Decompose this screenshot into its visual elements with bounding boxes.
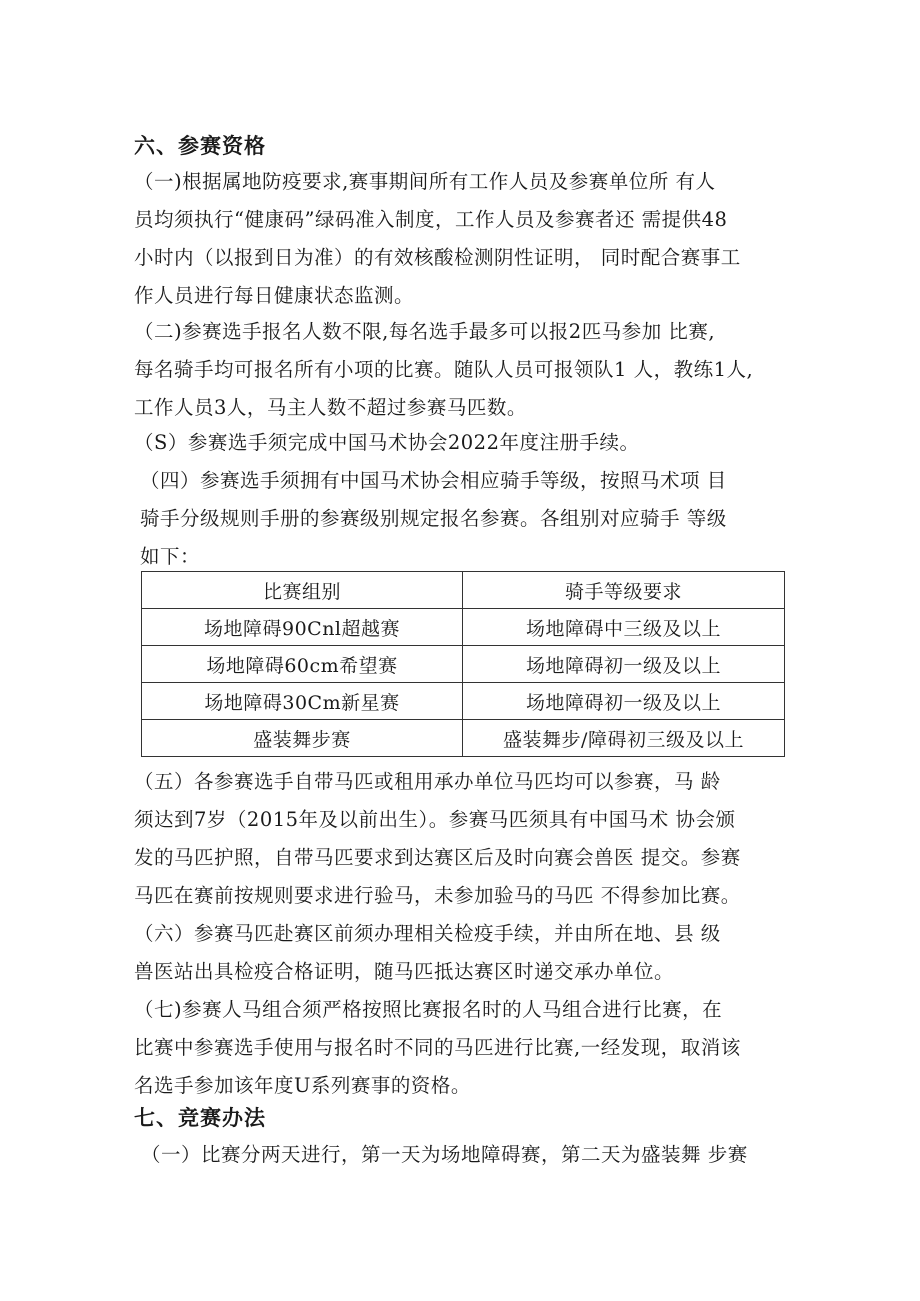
table-cell: 场地障碍60cm希望赛: [142, 646, 463, 683]
table-row: [142, 646, 785, 683]
text-line: 名选手参加该年度U系列赛事的资格。: [134, 1074, 471, 1097]
text-line: （一)根据属地防疫要求,赛事期间所有工作人员及参赛单位所 有人: [134, 170, 716, 193]
table-cell: 场地障碍30Cm新星赛: [142, 683, 463, 720]
paragraph-competition-1: [141, 1136, 748, 1174]
paragraph-eligibility-3: [134, 424, 640, 462]
text-line: 发的马匹护照，自带马匹要求到达赛区后及时向赛会兽医 提交。参赛: [134, 846, 741, 869]
table-cell: 场地障碍初一级及以上: [463, 646, 785, 683]
text-line: （二)参赛选手报名人数不限,每名选手最多可以报2匹马参加 比赛,: [134, 320, 716, 343]
text-line: （四）参赛选手须拥有中国马术协会相应骑手等级，按照马术项 目: [140, 469, 727, 492]
text-line: （六）参赛马匹赴赛区前须办理相关检疫手续，并由所在地、县 级: [134, 922, 721, 945]
table-row: [142, 720, 785, 757]
text-line: 作人员进行每日健康状态监测。: [134, 284, 415, 307]
table-cell: 盛装舞步赛: [142, 720, 463, 757]
text-line: 比赛中参赛选手使用与报名时不同的马匹进行比赛,一经发现，取消该: [134, 1036, 741, 1059]
table-cell: 盛装舞步/障碍初三级及以上: [463, 720, 785, 757]
table-row: [142, 609, 785, 646]
table-row: [142, 683, 785, 720]
section-6-heading: 六、参赛资格: [134, 133, 266, 158]
paragraph-eligibility-6: [134, 915, 721, 991]
table-cell: 场地障碍中三级及以上: [463, 609, 785, 646]
paragraph-eligibility-7: [134, 991, 741, 1105]
text-line: 兽医站出具检疫合格证明，随马匹抵达赛区时递交承办单位。: [134, 960, 675, 983]
column-header-category: 比赛组别: [142, 572, 463, 609]
text-line: 员均须执行“健康码”绿码准入制度，工作人员及参赛者还 需提供48: [134, 208, 728, 231]
section-7-heading: 七、竞赛办法: [134, 1105, 266, 1130]
text-line: 骑手分级规则手册的参赛级别规定报名参赛。各组别对应骑手 等级: [140, 507, 727, 530]
text-line: （S）参赛选手须完成中国马术协会2022年度注册手续。: [134, 431, 640, 454]
text-line: 工作人员3人，马主人数不超过参赛马匹数。: [134, 396, 527, 419]
table-cell: 场地障碍初一级及以上: [463, 683, 785, 720]
text-line: （七)参赛人马组合须严格按照比赛报名时的人马组合进行比赛，在: [134, 998, 723, 1021]
text-line: （一）比赛分两天进行，第一天为场地障碍赛，第二天为盛装舞 步赛: [141, 1143, 748, 1166]
text-line: 小时内（以报到日为准）的有效核酸检测阴性证明， 同时配合赛事工: [134, 246, 741, 269]
table-header-row: [142, 572, 785, 609]
paragraph-eligibility-1: [134, 163, 741, 315]
text-line: 每名骑手均可报名所有小项的比赛。随队人员可报领队1 人，教练1人,: [134, 358, 754, 381]
paragraph-eligibility-5: [134, 763, 741, 915]
paragraph-eligibility-2: [134, 313, 753, 427]
column-header-requirement: 骑手等级要求: [463, 572, 785, 609]
paragraph-eligibility-4: [140, 462, 727, 576]
text-line: 马匹在赛前按规则要求进行验马，未参加验马的马匹 不得参加比赛。: [134, 884, 741, 907]
text-line: （五）各参赛选手自带马匹或租用承办单位马匹均可以参赛，马 龄: [134, 770, 721, 793]
text-line: 如下：: [140, 545, 201, 568]
text-line: 须达到7岁（2015年及以前出生）。参赛马匹须具有中国马术 协会颁: [134, 808, 736, 831]
rider-level-table: [141, 571, 785, 757]
table-cell: 场地障碍90Cnl超越赛: [142, 609, 463, 646]
